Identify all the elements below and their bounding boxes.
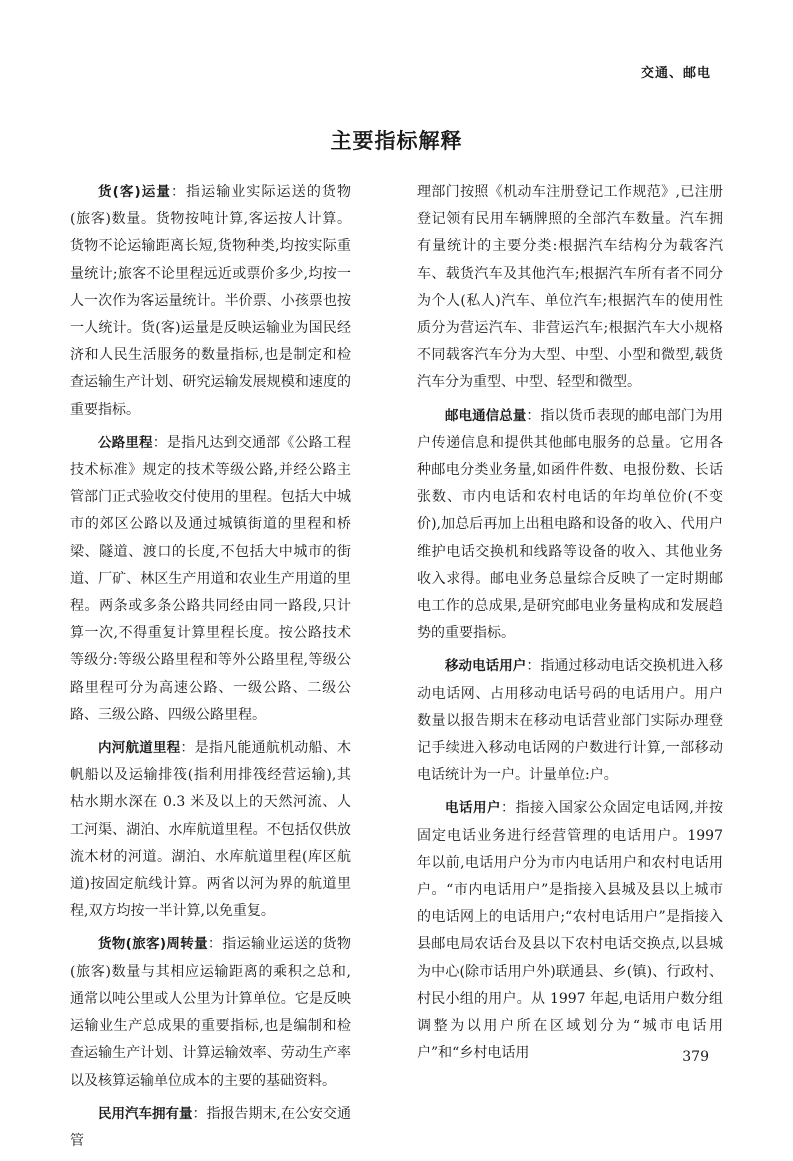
term-mobile-users: 移动电话用户 — [445, 658, 527, 675]
paragraph-text: ：指报告期末,在公安交通管 — [70, 1105, 352, 1149]
term-vehicle-ownership: 民用汽车拥有量 — [98, 1105, 193, 1122]
paragraph-text: 理部门按照《机动车注册登记工作规范》,已注册登记领有民用车辆牌照的全部汽车数量。汽车拥有量统计的主要分类:根据汽车结构分为载客汽车、载货汽车及其他汽车;根据汽车所有者不同分为个人(私人)汽车、单位汽车;根据汽车的使用性质分为营运汽车、非营运汽车;根据汽车大小规格不同载客汽车分为大型、中型、小型和微型,载货汽车分为重型、中型、轻型和微型。 — [417, 184, 723, 391]
left-column — [70, 179, 351, 1161]
paragraph-vehicle-ownership-cont — [417, 179, 723, 397]
term-freight-volume: 货(客)运量 — [98, 184, 171, 200]
paragraph-vehicle-ownership — [70, 1101, 351, 1155]
page-title: 主要指标解释 — [330, 129, 463, 153]
paragraph-text: ：是指凡能通航机动船、木帆船以及运输排筏(指利用排筏经营运输),其枯水期水深在 0.3 米及以上的天然河流、人工河渠、湖泊、水库航道里程。不包括仅供放流木材的河道。湖泊、水库航道里程(库区航道)按固定航线计算。两省以河为界的航道里程,双方均按一半计算,以免重复。 — [70, 740, 352, 920]
paragraph-text: ：指运输业运送的货物(旅客)数量与其相应运输距离的乘积之总和,通常以吨公里或人公里为计算单位。它是反映运输业生产总成果的重要指标,也是编制和检查运输生产计划、计算运输效率、劳动生产率以及核算运输单位成本的主要的基础资料。 — [70, 936, 351, 1089]
paragraph-post-telecom-total — [417, 403, 723, 648]
term-post-telecom-total: 邮电通信总量 — [445, 407, 527, 424]
paragraph-turnover-volume — [70, 931, 351, 1094]
paragraph-freight-volume — [70, 179, 351, 424]
paragraph-text: ：指通过移动电话交换机进入移动电话网、占用移动电话号码的电话用户。用户数量以报告期末在移动电话营业部门实际办理登记手续进入移动电话网的户数进行计算,一部移动电话统计为一户。计量单位:户。 — [417, 658, 724, 784]
paragraph-text: ：是指凡达到交通部《公路工程技术标准》规定的技术等级公路,并经公路主管部门正式验收交付使用的里程。包括大中城市的郊区公路以及通过城镇街道的里程和桥梁、隧道、渡口的长度,不包括大中城市的街道、厂矿、林区生产用道和农业生产用道的里程。两条或多条公路共同经由同一路段,只计算一次,不得重复计算里程长度。按公路技术等级分:等级公路里程和等外公路里程,等级公路里程可分为高速公路、一级公路、二级公路、三级公路、四级公路里程。 — [70, 434, 352, 723]
term-highway-mileage: 公路里程 — [98, 434, 153, 451]
term-waterway-mileage: 内河航道里程 — [98, 740, 181, 757]
paragraph-waterway-mileage — [70, 735, 351, 925]
term-turnover-volume: 货物(旅客)周转量 — [98, 936, 208, 953]
paragraph-text: ：指以货币表现的邮电部门为用户传递信息和提供其他邮电服务的总量。它用各种邮电分类业务量,如函件件数、电报份数、长话张数、市内电话和农村电话的年均单位价(不变价),加总后再加上出租电路和设备的收入、代用户维护电话交换机和线路等设备的收入、其他业务收入求得。邮电业务总量综合反映了一定时期邮电工作的总成果,是研究邮电业务量构成和发展趋势的重要指标。 — [417, 407, 724, 642]
page-number: 379 — [682, 1049, 709, 1065]
paragraph-highway-mileage — [70, 430, 351, 729]
right-column — [417, 179, 723, 1074]
section-header: 交通、邮电 — [640, 66, 711, 81]
paragraph-text: ：指接入国家公众固定电话网,并按固定电话业务进行经营管理的电话用户。1997 年以前,电话用户分为市内电话用户和农村电话用户。“市内电话用户”是指接入县城及县以上城市的电话网上的电话用户;“农村电话用户”是指接入县邮电局农话台及县以下农村电话交换点,以县城为中心(除市话用户外)联通县、乡(镇)、行政村、村民小组的用户。从 1997 年起,电话用户数分组调整为以用户所在区域划分为“城市电话用户”和“乡村电话用 — [417, 800, 724, 1062]
paragraph-text: ：指运输业实际运送的货物(旅客)数量。货物按吨计算,客运按人计算。货物不论运输距离长短,货物种类,均按实际重量统计;旅客不论里程远近或票价多少,均按一人一次作为客运量统计。半价票、小孩票也按一人统计。货(客)运量是反映运输业为国民经济和人民生活服务的数量指标,也是制定和检查运输生产计划、研究运输发展规模和速度的重要指标。 — [70, 184, 352, 418]
paragraph-mobile-users — [417, 653, 723, 789]
paragraph-telephone-users — [417, 795, 723, 1067]
term-telephone-users: 电话用户 — [445, 800, 502, 817]
